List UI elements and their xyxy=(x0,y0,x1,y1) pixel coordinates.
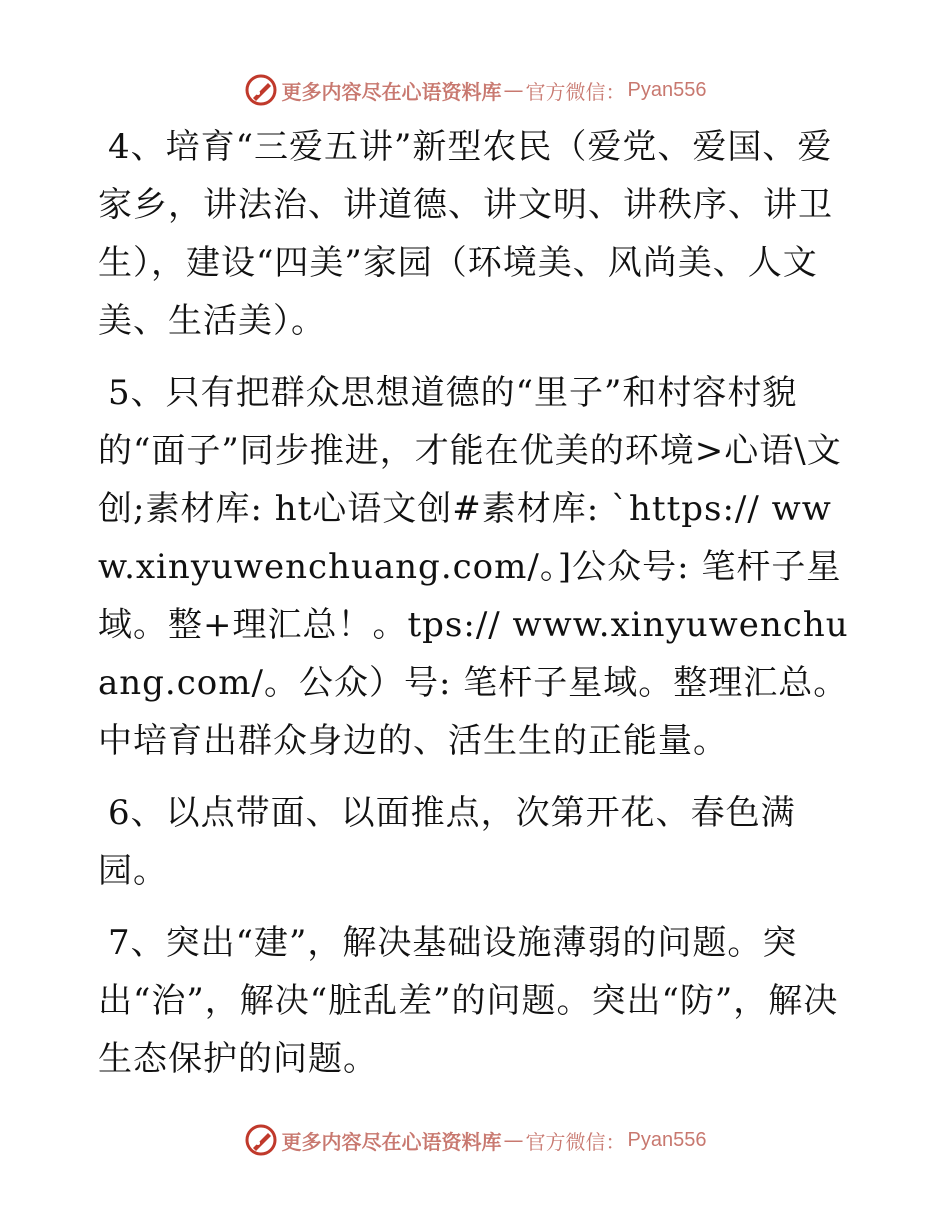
watermark-wechat-id: Pyan556 xyxy=(627,1128,707,1151)
header-watermark xyxy=(0,70,950,110)
watermark-wechat-id: Pyan556 xyxy=(627,78,707,101)
paragraph-4: 4、培育“三爱五讲”新型农民（爱党、爱国、爱家乡，讲法治、讲道德、讲文明、讲秩序、讲卫生），建设“四美”家园（环境美、风尚美、人文美、生活美）。 xyxy=(98,127,833,341)
watermark-wechat-label: 官方微信： xyxy=(525,1129,626,1154)
watermark-wechat-label: 官方微信： xyxy=(525,79,626,104)
watermark-main-text: 更多内容尽在心语资料库 xyxy=(281,79,502,104)
paragraph-6: 6、以点带面、以面推点，次第开花、春色满园。 xyxy=(98,793,796,891)
watermark-main-text: 更多内容尽在心语资料库 xyxy=(281,1129,502,1154)
document-body xyxy=(98,118,858,1102)
watermark-dash: — xyxy=(503,1128,524,1152)
pen-logo-icon xyxy=(244,1123,278,1157)
pen-logo-icon xyxy=(244,73,278,107)
paragraph-5: 5、只有把群众思想道德的“里子”和村容村貌的“面子”同步推进，才能在优美的环境>心语\文创;素材库: ht心语文创#素材库: `https:// www.xinyuwenchuang.com/。]公众号: 笔杆子星域。整+理汇总！。tps:// www.xinyuwenchuang.com/。公众）号: 笔杆子星域。整理汇总。中培育出群众身边的、活生生的正能量。 xyxy=(98,373,849,761)
watermark-dash: — xyxy=(503,78,524,102)
paragraph-7: 7、突出“建”，解决基础设施薄弱的问题。突出“治”，解决“脏乱差”的问题。突出“防”，解决生态保护的问题。 xyxy=(98,923,839,1079)
footer-watermark xyxy=(0,1120,950,1160)
